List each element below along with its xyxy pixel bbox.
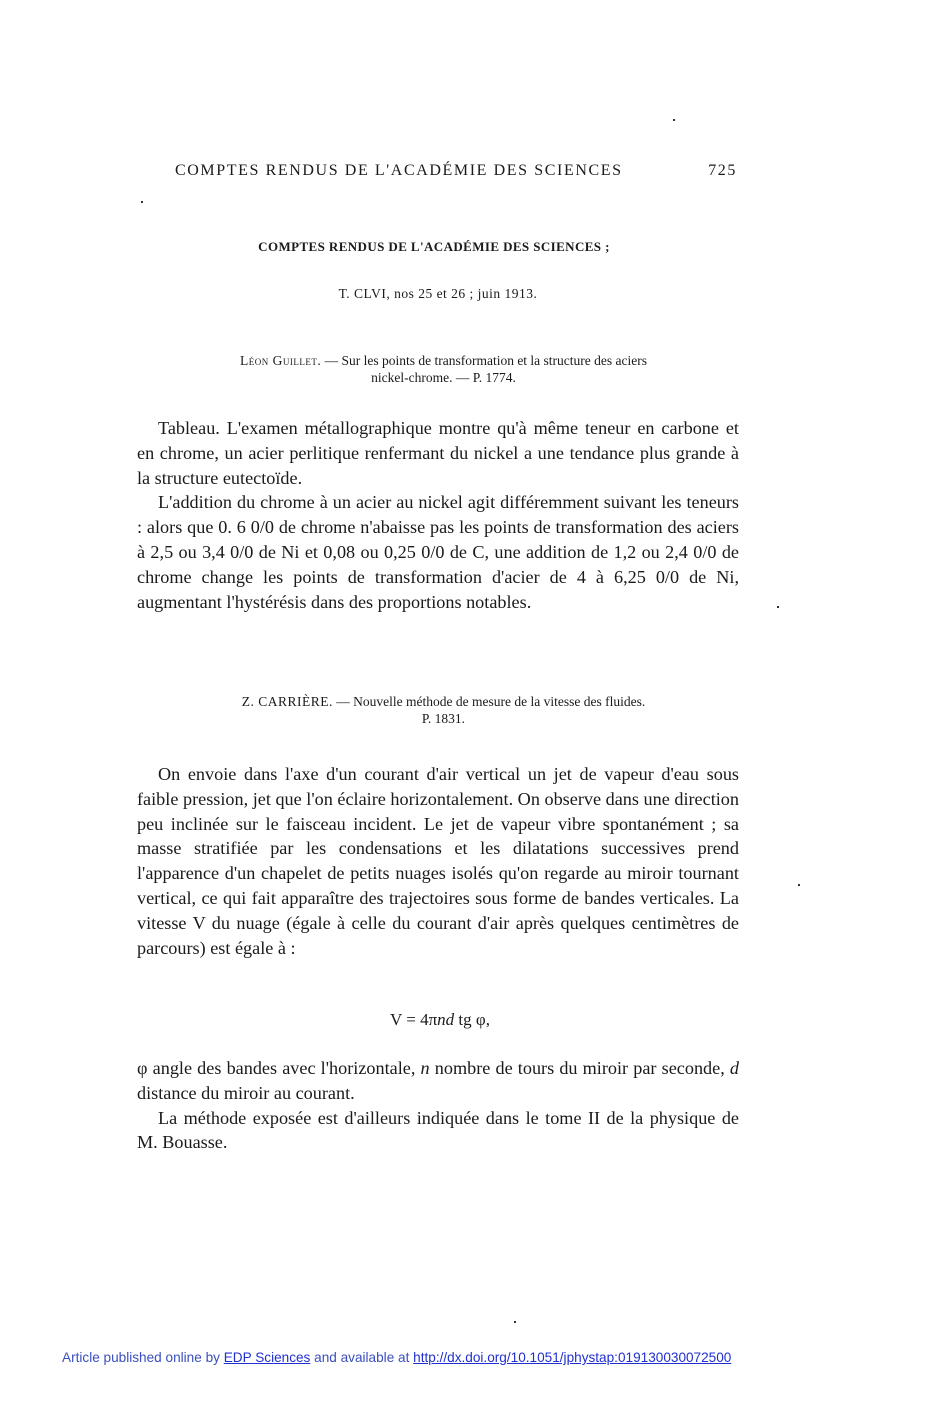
scan-speck — [514, 1321, 516, 1323]
article-1-author: Léon Guillet. — [239, 353, 322, 368]
phi-symbol: φ — [137, 1058, 148, 1078]
article-1-paragraph-2: L'addition du chrome à un acier au nickel agit différemment suivant les teneurs : alors que 0. 6 0/0 de chrome n'abaisse pas les points de transformation des aciers à 2,5 ou 3,4 0/0 de Ni et 0,08 ou 0,25 0/0 de C, une addition de 1,2 ou 2,4 0/0 de chrome change les points de transformation d'acier de 4 à 6,25 0/0 de Ni, augmentant l'hystérésis dans des proportions notables. — [137, 492, 739, 612]
article-1-title-line-2: nickel-chrome. — P. 1774. — [371, 370, 516, 385]
article-1-header — [146, 352, 741, 386]
footer-prefix: Article published online by — [62, 1350, 224, 1365]
article-2-body — [137, 762, 739, 960]
formula-lhs: V = 4π — [390, 1010, 438, 1029]
article-1-title: — Sur les points de transformation et la structure des aciers — [321, 353, 648, 368]
d-variable: d — [729, 1058, 739, 1078]
article-1-title-line-1 — [146, 352, 741, 369]
formula-rhs: tg φ, — [454, 1010, 490, 1029]
section-heading: COMPTES RENDUS DE L'ACADÉMIE DES SCIENCES ; — [258, 239, 610, 254]
article-2-author: Z. CARRIÈRE. — [241, 694, 333, 709]
article-2-title-line-1 — [146, 693, 741, 710]
footer-middle: and available at — [310, 1350, 414, 1365]
doi-link[interactable]: http://dx.doi.org/10.1051/jphystap:019130030072500 — [413, 1350, 732, 1365]
scan-speck — [141, 201, 143, 203]
publisher-link[interactable]: EDP Sciences — [223, 1350, 311, 1365]
volume-line: T. CLVI, nos 25 et 26 ; juin 1913. — [338, 286, 538, 301]
paragraph-2-text-2: nombre de tours du miroir par seconde, — [429, 1058, 730, 1078]
n-variable: n — [420, 1058, 430, 1078]
article-2-paragraph-1: On envoie dans l'axe d'un courant d'air vertical un jet de vapeur d'eau sous faible pression, jet que l'on éclaire horizontalement. On observe dans une direction peu inclinée sur le faisceau incident. Le jet de vapeur vibre spontanément ; sa masse stratifiée par les condensations et les dilatations successives prend l'apparence d'un chapelet de petits nuages isolés qu'on regarde au miroir tournant vertical, ce qui fait apparaître des trajectoires sous forme de bandes verticales. La vitesse V du nuage (égale à celle du courant d'air après quelques centimètres de parcours) est égale à : — [137, 764, 739, 958]
article-2-paragraph-3: La méthode exposée est d'ailleurs indiquée dans le tome II de la physique de M. Bouasse. — [137, 1107, 739, 1153]
article-2-header — [146, 693, 741, 727]
paragraph-2-text-3: distance du miroir au courant. — [137, 1082, 355, 1103]
formula-variables: nd — [437, 1010, 455, 1029]
running-title: COMPTES RENDUS DE L'ACADÉMIE DES SCIENCES — [175, 162, 623, 179]
article-1-body — [137, 416, 739, 614]
article-2-title: — Nouvelle méthode de mesure de la vitesse des fluides. — [332, 694, 646, 709]
publication-footer — [62, 1350, 731, 1365]
velocity-formula — [0, 1010, 880, 1030]
scan-speck — [673, 119, 675, 121]
article-2-paragraph-2 — [137, 1056, 739, 1106]
scan-speck — [798, 884, 800, 886]
article-2-body-continued — [137, 1056, 739, 1155]
page-number: 725 — [708, 162, 737, 179]
running-header — [175, 162, 737, 180]
paragraph-2-text-1: angle des bandes avec l'horizontale, — [147, 1058, 421, 1078]
article-1-paragraph-1: Tableau. L'examen métallographique montre qu'à même teneur en carbone et en chrome, un acier perlitique renfermant du nickel a une tendance plus grande à la structure eutectoïde. — [137, 418, 739, 488]
scan-speck — [777, 606, 779, 608]
article-2-title-line-2: P. 1831. — [421, 711, 466, 726]
